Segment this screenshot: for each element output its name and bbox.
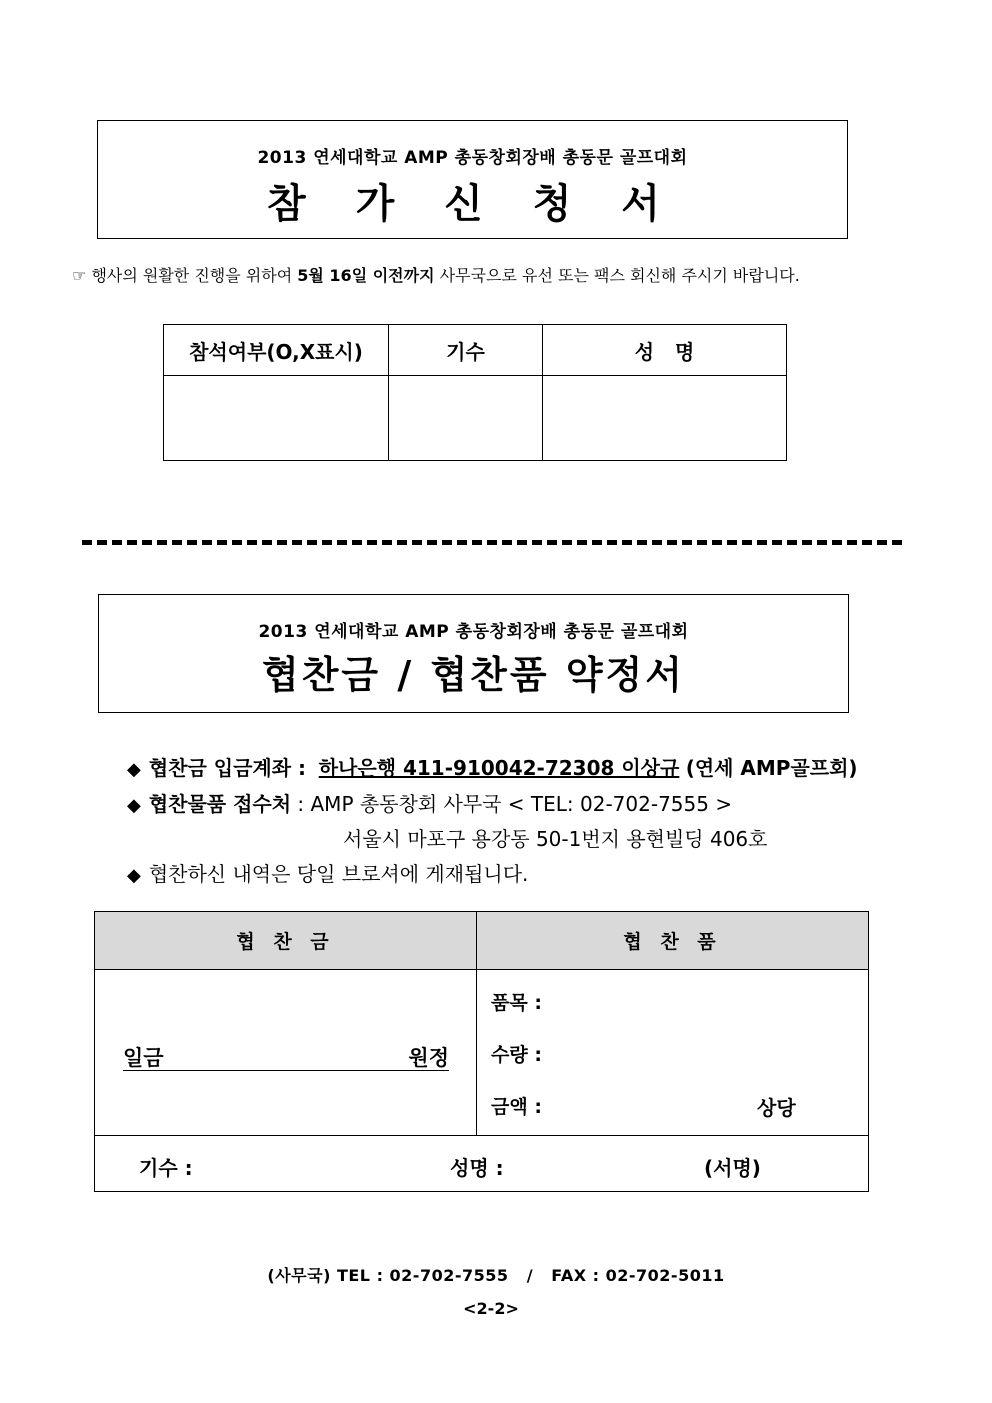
name-cell[interactable] <box>543 376 787 461</box>
goods-label: 협찬물품 접수처 <box>148 792 292 816</box>
class-cell[interactable] <box>389 376 543 461</box>
page-number: <2-2> <box>463 1299 519 1318</box>
publish-note: 협찬하신 내역은 당일 브로셔에 게재됩니다. <box>148 862 529 886</box>
attendance-input-row <box>164 376 787 461</box>
notice-text-after: 사무국으로 유선 또는 팩스 회신해 주시기 바랍니다. <box>439 266 800 285</box>
attendance-cell[interactable] <box>164 376 389 461</box>
account-suffix: (연세 AMP골프회) <box>685 756 858 780</box>
goods-cell[interactable] <box>477 970 869 1136</box>
address-row <box>343 823 767 852</box>
pledge-title: 협찬금 / 협찬품 약정서 <box>262 653 685 697</box>
notice-line <box>72 263 800 286</box>
name-label: 성명 : <box>450 1156 504 1180</box>
money-cell[interactable] <box>95 970 477 1136</box>
sponsor-body-row <box>95 970 869 1136</box>
application-subtitle: 2013 연세대학교 AMP 총동창회장배 총동문 골프대회 <box>257 148 688 168</box>
diamond-bullet-icon: ◆ <box>127 795 141 816</box>
publish-note-row <box>127 858 528 887</box>
diamond-bullet-icon: ◆ <box>127 759 141 780</box>
account-value: 하나은행 411-910042-72308 이상규 <box>318 756 680 780</box>
header-class: 기수 <box>389 325 543 376</box>
attendance-header-row <box>164 325 787 376</box>
amount-suffix: 상당 <box>757 1096 796 1120</box>
class-label: 기수 : <box>139 1156 193 1180</box>
pledge-title-box <box>98 594 849 713</box>
goods-receipt-row <box>127 788 732 817</box>
notice-deadline: 5월 16일 이전까지 <box>297 266 435 285</box>
money-prefix: 일금 <box>123 1046 164 1070</box>
header-attendance: 참석여부(O,X표시) <box>164 325 389 376</box>
sponsor-footer-row <box>95 1136 869 1192</box>
application-title: 참 가 신 청 서 <box>267 181 678 227</box>
signature-cell[interactable] <box>95 1136 869 1192</box>
goods-value: : AMP 총동창회 사무국 < TEL: 02-702-7555 > <box>297 792 733 816</box>
office-contact: (사무국) TEL : 02-702-7555 / FAX : 02-702-5011 <box>267 1266 725 1285</box>
item-label: 품목 : <box>491 992 542 1014</box>
money-suffix: 원정 <box>408 1046 449 1070</box>
money-amount-line[interactable] <box>123 1042 449 1071</box>
account-row <box>127 752 858 781</box>
pledge-subtitle: 2013 연세대학교 AMP 총동창회장배 총동문 골프대회 <box>258 622 689 642</box>
amount-label: 금액 : <box>491 1096 542 1118</box>
diamond-bullet-icon: ◆ <box>127 865 141 886</box>
header-sponsor-goods: 협 찬 품 <box>477 912 869 970</box>
account-label: 협찬금 입금계좌 : <box>148 756 307 780</box>
notice-text-before: 행사의 원활한 진행을 위하여 <box>91 266 293 285</box>
attendance-table <box>163 324 787 461</box>
address-text: 서울시 마포구 용강동 50-1번지 용현빌딩 406호 <box>343 827 768 851</box>
quantity-label: 수량 : <box>491 1044 542 1066</box>
header-sponsor-money: 협 찬 금 <box>95 912 477 970</box>
pointing-hand-icon: ☞ <box>72 266 87 285</box>
sponsor-header-row <box>95 912 869 970</box>
application-title-box <box>97 120 848 239</box>
signature-label: (서명) <box>704 1156 761 1180</box>
sponsor-table <box>94 911 869 1192</box>
cut-line <box>82 540 902 545</box>
header-name: 성 명 <box>543 325 787 376</box>
